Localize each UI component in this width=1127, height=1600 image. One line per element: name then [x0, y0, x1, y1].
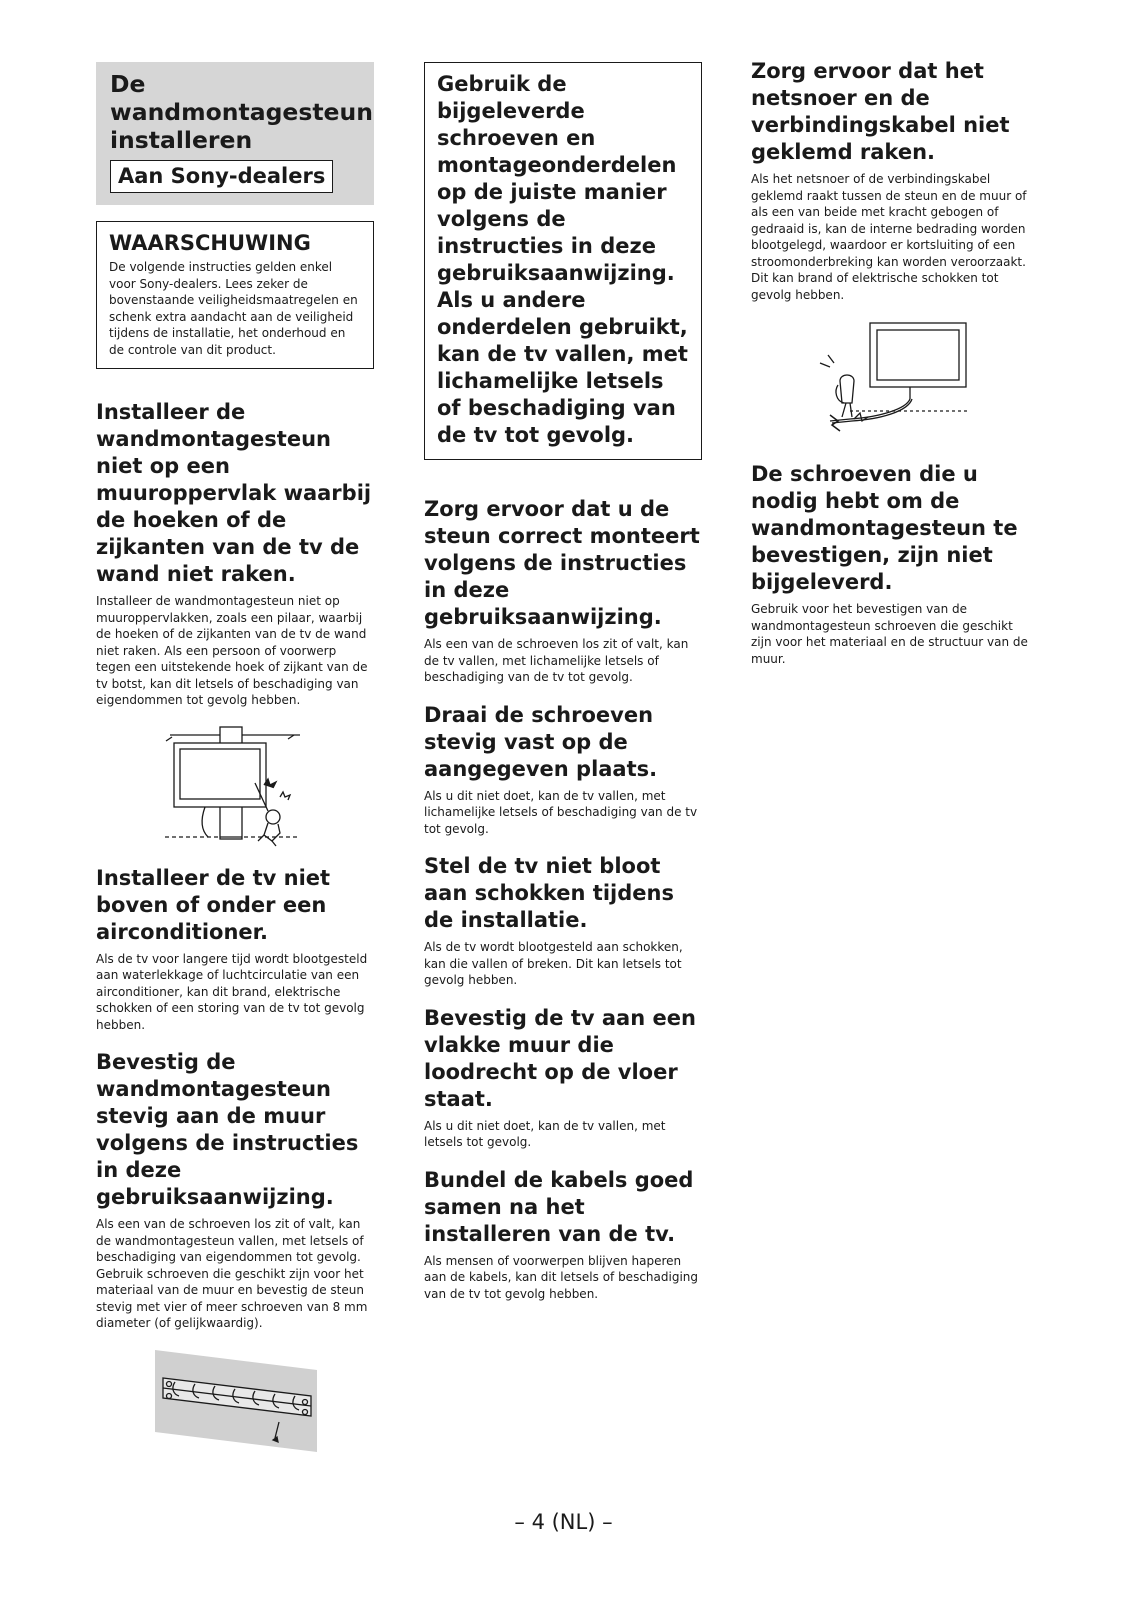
section-heading: Zorg ervoor dat u de steun correct monteert volgens de instructies in deze gebruiksaanwijzing.: [424, 497, 700, 629]
left-column: [96, 62, 374, 1472]
section-heading: Draai de schroeven stevig vast op de aangegeven plaats.: [424, 702, 658, 781]
section-heading: Bundel de kabels goed samen na het installeren van de tv.: [424, 1167, 694, 1246]
boxed-warning-text: Gebruik de bijgeleverde schroeven en montageonderdelen op de juiste manier volgens de instructies in deze gebruiksaanwijzing. Als u andere onderdelen gebruikt, kan de tv vallen, met lichamelijke letsels of beschadiging van de tv tot gevolg.: [437, 72, 688, 447]
section-text: Als de tv wordt blootgesteld aan schokken, kan die vallen of breken. Dit kan letsels tot gevolg hebben.: [424, 940, 683, 987]
section-text: Als een van de schroeven los zit of valt, kan de wandmontagesteun vallen, met letsels of beschadiging van eigendommen tot gevolg. Gebruik schroeven die geschikt zijn voor het materiaal van de muur en bevestig de steun stevig met vier of meer schroeven van 8 mm diameter (of gelijkwaardig).: [96, 1217, 368, 1330]
section-text: Als een van de schroeven los zit of valt, kan de tv vallen, met lichamelijke letsels of beschadiging van de tv tot gevolg.: [424, 637, 689, 684]
middle-column: [424, 62, 702, 1318]
section-text: Gebruik voor het bevestigen van de wandmontagesteun schroeven die geschikt zijn voor het materiaal en de structuur van de muur.: [751, 602, 1028, 666]
tv-pillar-illustration: [160, 725, 310, 847]
right-column: [751, 58, 1029, 683]
section-heading: Bevestig de tv aan een vlakke muur die loodrecht op de vloer staat.: [424, 1005, 696, 1111]
warning-box: [96, 221, 374, 369]
section-text: Als u dit niet doet, kan de tv vallen, met lichamelijke letsels of beschadiging van de tv tot gevolg.: [424, 788, 698, 836]
section-text: Als het netsnoer of de verbindingskabel geklemd raakt tussen de steun en de muur of als een van beide met kracht gebogen of gedraaid is, kan de interne bedrading worden blootgelegd, waardoor er kortsluiting of een stroomonderbreking kan worden veroorzaakt. Dit kan brand of elektrische schokken tot gevolg hebben.: [751, 172, 1027, 302]
section-heading: De schroeven die u nodig hebt om de wandmontagesteun te bevestigen, zijn niet bijgeleverd.: [751, 462, 1018, 594]
section-heading: Bevestig de wandmontagesteun stevig aan de muur volgens de instructies in deze gebruiksaanwijzing.: [96, 1050, 359, 1209]
section-heading: Installeer de wandmontagesteun niet op een muuroppervlak waarbij de hoeken of de zijkanten van de tv de wand niet raken.: [96, 400, 372, 586]
dealers-label: Aan Sony-dealers: [110, 160, 333, 193]
pinched-cable-illustration: [810, 319, 970, 443]
section-heading: Installeer de tv niet boven of onder een airconditioner.: [96, 865, 331, 944]
section-heading: Zorg ervoor dat het netsnoer en de verbindingskabel niet geklemd raken.: [751, 59, 1010, 164]
wall-bracket-illustration: [149, 1348, 321, 1454]
boxed-warning: [424, 62, 702, 460]
section-text: Als mensen of voorwerpen blijven haperen aan de kabels, kan dit letsels of beschadiging van de tv tot gevolg hebben.: [424, 1253, 699, 1301]
warning-text: De volgende instructies gelden enkel voor Sony-dealers. Lees zeker de bovenstaande veiligheidsmaatregelen en schenk extra aandacht aan de veiligheid tijdens de installatie, het onderhoud en de controle van dit product.: [109, 260, 358, 357]
section-title: De wandmontagesteun installeren: [110, 70, 373, 154]
section-heading: Stel de tv niet bloot aan schokken tijdens de installatie.: [424, 854, 674, 932]
section-title-box: [96, 62, 374, 205]
section-text: Als de tv voor langere tijd wordt blootgesteld aan waterlekkage of luchtcirculatie van een airconditioner, kan dit brand, elektrische schokken of een storing van de tv tot gevolg hebben.: [96, 951, 368, 1032]
warning-heading: WAARSCHUWING: [109, 231, 311, 255]
section-text: Installeer de wandmontagesteun niet op muuroppervlakken, zoals een pilaar, waarbij de hoeken of de zijkanten van de tv de wand niet raken. Als een persoon of voorwerp tegen een uitstekende hoek of zijkant van de tv botst, kan dit letsels of beschadiging van eigendommen tot gevolg hebben.: [96, 594, 368, 707]
section-text: Als u dit niet doet, kan de tv vallen, met letsels tot gevolg.: [424, 1118, 666, 1149]
page-number: – 4 (NL) –: [514, 1510, 613, 1534]
